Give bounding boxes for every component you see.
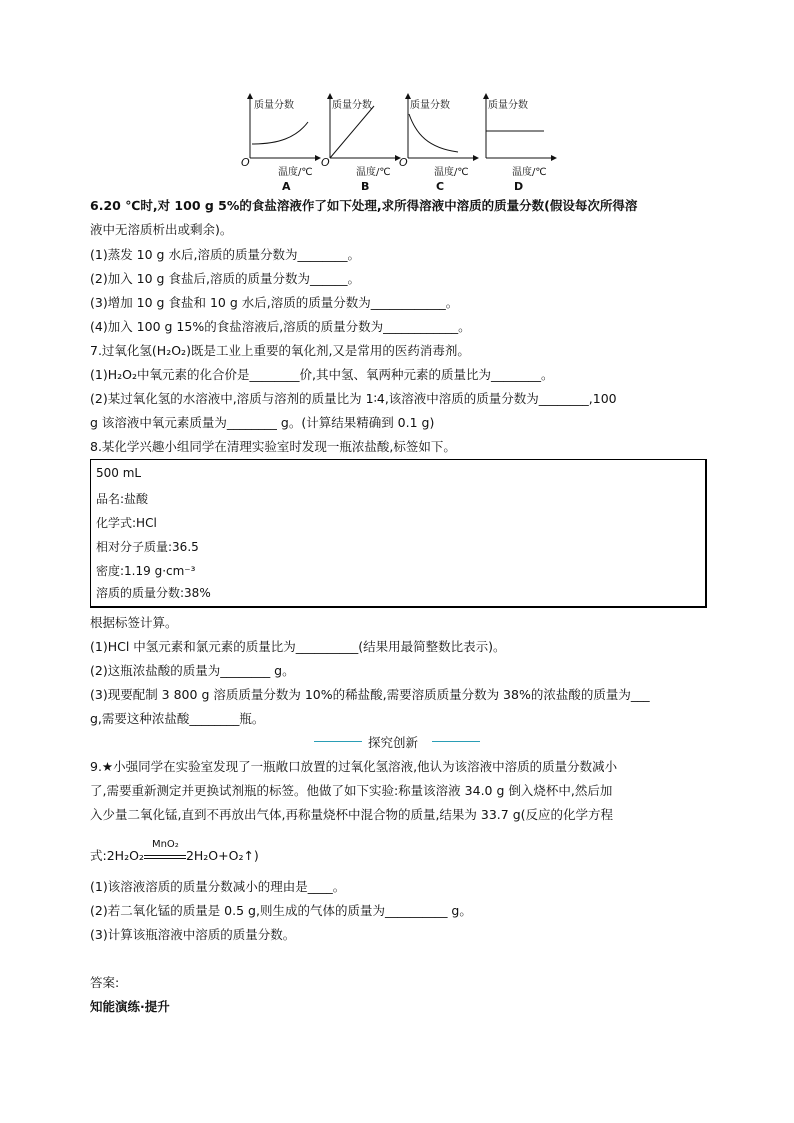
q6-item-2: (2)加入 10 g 食盐后,溶质的质量分数为______。: [90, 271, 360, 286]
q6-stem-line1: 6.20 ℃时,对 100 g 5%的食盐溶液作了如下处理,求所得溶液中溶质的质量分数(假设每次所得溶: [90, 198, 638, 213]
graph-panel-a: [238, 92, 318, 192]
graph-d-ylabel: 质量分数: [488, 100, 528, 111]
graph-d-xlabel: 温度/℃: [512, 167, 547, 178]
q8-calc-intro: 根据标签计算。: [90, 615, 178, 630]
q8-stem: 8.某化学兴趣小组同学在清理实验室时发现一瓶浓盐酸,标签如下。: [90, 439, 456, 454]
solubility-graphs-figure: [238, 92, 558, 192]
q9-line-1: 9.★小强同学在实验室发现了一瓶敞口放置的过氧化氢溶液,他认为该溶液中溶质的质量分数减小: [90, 759, 618, 774]
q6-item-4: (4)加入 100 g 15%的食盐溶液后,溶质的质量分数为____________。: [90, 319, 471, 334]
q8-item-3-line1: (3)现要配制 3 800 g 溶质质量分数为 10%的稀盐酸,需要溶质质量分数为 38%的浓盐酸的质量为___: [90, 687, 650, 702]
graph-d-label: D: [514, 180, 524, 193]
graph-panel-b: [318, 92, 398, 192]
answers-subheading: 知能演练·提升: [90, 999, 170, 1014]
graph-a-curve: [252, 122, 308, 144]
q8-item-2: (2)这瓶浓盐酸的质量为________ g。: [90, 663, 295, 678]
q9-item-2: (2)若二氧化锰的质量是 0.5 g,则生成的气体的质量为__________ g。: [90, 903, 472, 918]
q7-item-2-line1: (2)某过氧化氢的水溶液中,溶质与溶剂的质量比为 1∶4,该溶液中溶质的质量分数为________,100: [90, 391, 617, 406]
section-rule-left: [314, 741, 362, 742]
graph-c-xlabel: 温度/℃: [434, 167, 469, 178]
label-volume: 500 mL: [96, 466, 142, 480]
q7-stem: 7.过氧化氢(H₂O₂)既是工业上重要的氧化剂,又是常用的医药消毒剂。: [90, 343, 470, 358]
graph-c-origin: O: [399, 156, 408, 169]
graph-a-label: A: [282, 180, 291, 193]
hcl-label-box: [90, 459, 707, 608]
graph-panel-c: [396, 92, 476, 192]
q7-item-2-line2: g 该溶液中氧元素质量为________ g。(计算结果精确到 0.1 g): [90, 415, 435, 430]
graph-b-curve: [330, 106, 374, 158]
label-mass-fraction: 溶质的质量分数:38%: [96, 586, 211, 600]
graph-b-label: B: [361, 180, 370, 193]
q6-item-3: (3)增加 10 g 食盐和 10 g 水后,溶质的质量分数为____________。: [90, 295, 459, 310]
graph-b-origin: O: [321, 156, 330, 169]
q8-item-1: (1)HCl 中氢元素和氯元素的质量比为__________(结果用最简整数比表示)。: [90, 639, 506, 654]
q6-stem-line2: 液中无溶质析出或剩余)。: [90, 222, 233, 237]
q9-line-2: 了,需要重新测定并更换试剂瓶的标签。他做了如下实验:称量该溶液 34.0 g 倒入烧杯中,然后加: [90, 783, 613, 798]
graph-b-ylabel: 质量分数: [332, 100, 372, 111]
graph-a-origin: O: [241, 156, 250, 169]
label-molecular-mass: 相对分子质量:36.5: [96, 540, 199, 554]
equation-arrow: [144, 838, 186, 863]
label-density: 密度:1.19 g·cm⁻³: [96, 564, 196, 578]
label-formula: 化学式:HCl: [96, 516, 157, 530]
graph-a-ylabel: 质量分数: [254, 100, 294, 111]
answers-heading: 答案:: [90, 975, 120, 990]
q9-item-3: (3)计算该瓶溶液中溶质的质量分数。: [90, 927, 296, 942]
equation-catalyst: MnO₂: [151, 838, 179, 850]
q8-item-3-line2: g,需要这种浓盐酸________瓶。: [90, 711, 265, 726]
q7-item-1: (1)H₂O₂中氧元素的化合价是________价,其中氢、氧两种元素的质量比为________。: [90, 367, 554, 382]
equation-line-top: [144, 855, 186, 856]
q9-line-3: 入少量二氧化锰,直到不再放出气体,再称量烧杯中混合物的质量,结果为 33.7 g(反应的化学方程: [90, 807, 614, 822]
label-name: 品名:盐酸: [96, 492, 149, 506]
graph-panel-d: [474, 92, 554, 192]
graph-a-xlabel: 温度/℃: [278, 167, 313, 178]
section-heading: 探究创新: [368, 735, 419, 750]
q6-item-1: (1)蒸发 10 g 水后,溶质的质量分数为________。: [90, 247, 360, 262]
equation-reactants: 式:2H₂O₂: [90, 848, 144, 863]
equation-line-bottom: [144, 858, 186, 859]
graph-b-xlabel: 温度/℃: [356, 167, 391, 178]
graph-c-curve: [409, 114, 458, 152]
graph-c-ylabel: 质量分数: [410, 100, 450, 111]
graph-c-label: C: [436, 180, 445, 193]
q9-equation: [90, 838, 259, 864]
equation-products: 2H₂O+O₂↑): [185, 848, 259, 863]
section-rule-right: [432, 741, 480, 742]
q9-item-1: (1)该溶液溶质的质量分数减小的理由是____。: [90, 879, 346, 894]
